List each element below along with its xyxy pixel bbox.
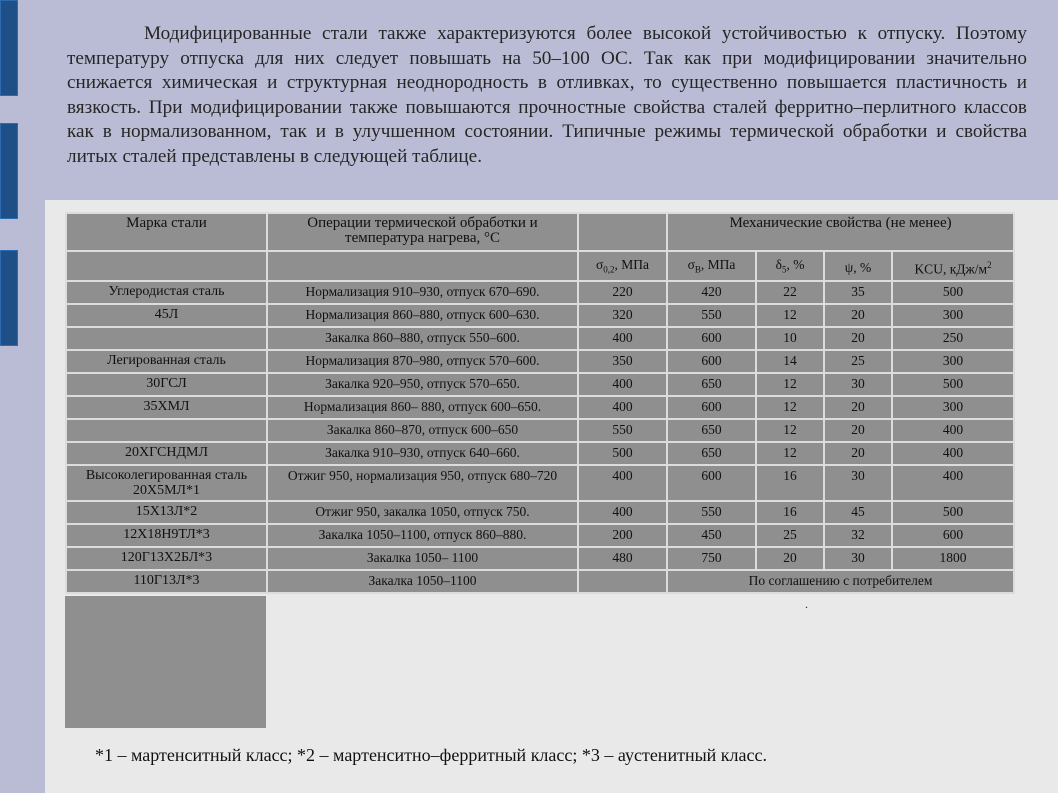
cell-d5: 20 [756,547,824,570]
cell-sb: 650 [667,373,756,396]
cell-d5: 25 [756,524,824,547]
cell-kcu: 600 [892,524,1014,547]
cell-psi: 30 [824,465,892,501]
table-grey-block [65,596,266,728]
cell-s02: 350 [578,350,667,373]
subheader-d5: $\delta_5$, % [756,251,824,281]
cell-op: Отжиг 950, нормализация 950, отпуск 680–720 [267,465,578,501]
table-subheader-row [66,251,1014,281]
cell-grade: 20ХГСНДМЛ [66,442,267,465]
cell-grade: Легированная сталь [66,350,267,373]
cell-grade: 15Х13Л*2 [66,501,267,524]
cell-agreement-note: По соглашению с потребителем [667,570,1014,593]
cell-sb: 600 [667,350,756,373]
cell-sb: 600 [667,327,756,350]
table-row [66,350,1014,373]
cell-kcu: 300 [892,396,1014,419]
cell-grade: Углеродистая сталь [66,281,267,304]
cell-kcu: 250 [892,327,1014,350]
cell-d5: 16 [756,465,824,501]
cell-d5: 22 [756,281,824,304]
table-header-row [66,213,1014,251]
table-row [66,501,1014,524]
cell-psi: 45 [824,501,892,524]
cell-op: Отжиг 950, закалка 1050, отпуск 750. [267,501,578,524]
table-row [66,396,1014,419]
cell-s02: 400 [578,396,667,419]
steel-properties-table [65,212,1013,595]
subheader-blank [267,251,578,281]
table-row [66,570,1014,593]
cell-s02: 400 [578,465,667,501]
cell-op: Нормализация 860–880, отпуск 600–630. [267,304,578,327]
cell-psi: 20 [824,419,892,442]
cell-psi: 25 [824,350,892,373]
cell-op: Закалка 910–930, отпуск 640–660. [267,442,578,465]
cell-d5: 12 [756,304,824,327]
table-row [66,373,1014,396]
cell-psi: 30 [824,547,892,570]
cell-grade: 30ГСЛ [66,373,267,396]
cell-op: Закалка 1050–1100, отпуск 860–880. [267,524,578,547]
cell-grade: 120Г13Х2БЛ*3 [66,547,267,570]
subheader-kcu: KCU, кДж/$м^2$ [892,251,1014,281]
cell-grade: 35ХМЛ [66,396,267,419]
cell-op: Нормализация 860– 880, отпуск 600–650. [267,396,578,419]
cell-d5: 12 [756,396,824,419]
side-decoration-bar [0,250,18,346]
cell-s02: 400 [578,501,667,524]
cell-kcu: 300 [892,304,1014,327]
stray-dot: . [805,597,808,611]
cell-op: Закалка 920–950, отпуск 570–650. [267,373,578,396]
table-row [66,419,1014,442]
cell-kcu: 500 [892,281,1014,304]
cell-kcu: 1800 [892,547,1014,570]
cell-kcu: 500 [892,501,1014,524]
table-row [66,547,1014,570]
table-row [66,281,1014,304]
cell-s02: 200 [578,524,667,547]
cell-grade [66,327,267,350]
cell-grade [66,419,267,442]
cell-op: Закалка 860–870, отпуск 600–650 [267,419,578,442]
cell-operation: Закалка 1050–1100 [267,570,578,593]
header-mech-properties: Механические свойства (не менее) [667,213,1014,251]
cell-psi: 20 [824,327,892,350]
cell-sb: 600 [667,465,756,501]
cell-kcu: 400 [892,442,1014,465]
cell-psi: 35 [824,281,892,304]
cell-sb: 650 [667,419,756,442]
cell-d5: 12 [756,373,824,396]
cell-s02: 480 [578,547,667,570]
cell-kcu: 400 [892,419,1014,442]
side-decoration-bar [0,0,18,96]
table-row [66,442,1014,465]
header-operations: Операции термической обработки и температура нагрева, °С [267,213,578,251]
cell-blank [578,570,667,593]
cell-sb: 750 [667,547,756,570]
cell-psi: 20 [824,396,892,419]
header-grade: Марка стали [66,213,267,251]
cell-grade: 45Л [66,304,267,327]
cell-psi: 32 [824,524,892,547]
cell-psi: 30 [824,373,892,396]
cell-sb: 550 [667,501,756,524]
table-row [66,465,1014,501]
cell-grade: 110Г13Л*3 [66,570,267,593]
cell-s02: 320 [578,304,667,327]
cell-d5: 10 [756,327,824,350]
cell-s02: 220 [578,281,667,304]
cell-d5: 14 [756,350,824,373]
cell-grade: Высоколегированная сталь 20Х5МЛ*1 [66,465,267,501]
cell-d5: 16 [756,501,824,524]
cell-psi: 20 [824,442,892,465]
cell-sb: 450 [667,524,756,547]
cell-kcu: 500 [892,373,1014,396]
cell-d5: 12 [756,442,824,465]
header-blank [578,213,667,251]
subheader-blank [66,251,267,281]
table-row [66,304,1014,327]
subheader-psi: ψ, % [824,251,892,281]
cell-s02: 400 [578,373,667,396]
cell-op: Закалка 860–880, отпуск 550–600. [267,327,578,350]
cell-sb: 420 [667,281,756,304]
cell-d5: 12 [756,419,824,442]
cell-op: Нормализация 910–930, отпуск 670–690. [267,281,578,304]
cell-s02: 500 [578,442,667,465]
intro-paragraph: Модифицированные стали также характеризуются более высокой устойчивостью к отпуску. Поэтому температуру отпуска для них следует повышать на 50–100 ОС. Так как при модифицировании значительно снижается химическая и структурная неоднородность в отливках, то существенно повышается пластичность и вязкость. При модифицировании также повышаются прочностные свойства сталей ферритно–перлитного классов как в нормализованном, так и в улучшенном состоянии. Типичные режимы термической обработки и свойства литых сталей представлены в следующей таблице. [67,23,1027,167]
subheader-s02: $\sigma_{0,2}$, МПа [578,251,667,281]
cell-op: Нормализация 870–980, отпуск 570–600. [267,350,578,373]
cell-sb: 650 [667,442,756,465]
cell-s02: 400 [578,327,667,350]
side-decoration-bar [0,123,18,219]
cell-kcu: 400 [892,465,1014,501]
subheader-sb: $\sigma_В$, МПа [667,251,756,281]
cell-grade: 12Х18Н9ТЛ*3 [66,524,267,547]
table-row [66,327,1014,350]
footnote: *1 – мартенситный класс; *2 – мартенситно–ферритный класс; *3 – аустенитный класс. [95,745,767,765]
cell-s02: 550 [578,419,667,442]
cell-sb: 600 [667,396,756,419]
cell-psi: 20 [824,304,892,327]
cell-op: Закалка 1050– 1100 [267,547,578,570]
cell-sb: 550 [667,304,756,327]
cell-kcu: 300 [892,350,1014,373]
table-row [66,524,1014,547]
